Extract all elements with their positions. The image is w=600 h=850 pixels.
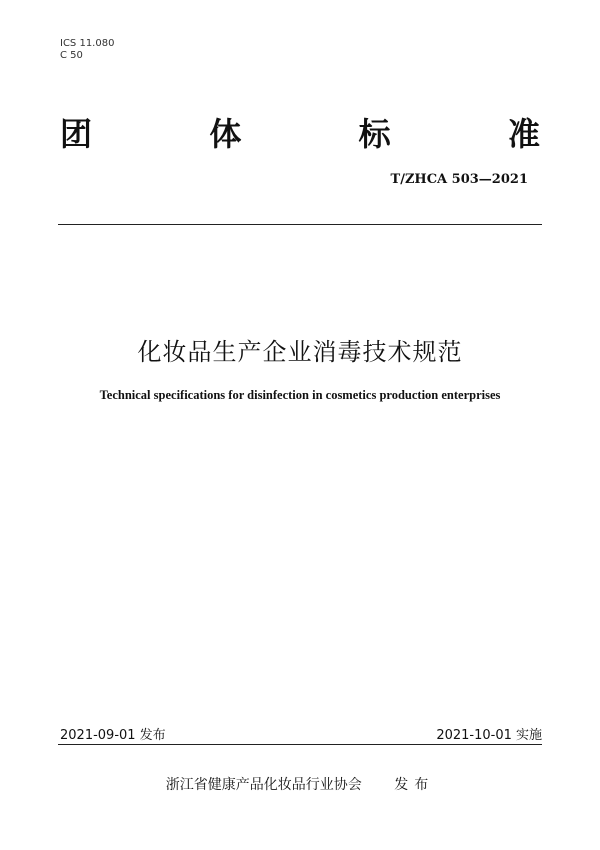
publisher-line <box>0 774 600 794</box>
ics-code: ICS 11.080 <box>60 38 115 49</box>
publish-date: 2021-09-01 发布 <box>60 728 166 743</box>
title-english: Technical specifications for disinfection in cosmetics production enterprises <box>99 388 501 402</box>
top-divider <box>58 224 542 225</box>
title-chinese: 化妆品生产企业消毒技术规范 <box>137 338 463 366</box>
bottom-divider <box>58 744 542 745</box>
standard-code: T/ZHCA 503—2021 <box>390 172 528 187</box>
ccs-code: C 50 <box>60 50 83 61</box>
standard-type-char: 标 <box>358 115 391 153</box>
standard-type-heading <box>60 110 540 154</box>
standard-type-char: 团 <box>60 115 93 153</box>
implement-date: 2021-10-01 实施 <box>436 728 542 743</box>
standard-type-char: 准 <box>507 115 540 153</box>
publisher-name: 浙江省健康产品化妆品行业协会 <box>165 777 362 793</box>
standard-type-char: 体 <box>209 115 242 153</box>
publisher-action: 发布 <box>394 777 435 793</box>
